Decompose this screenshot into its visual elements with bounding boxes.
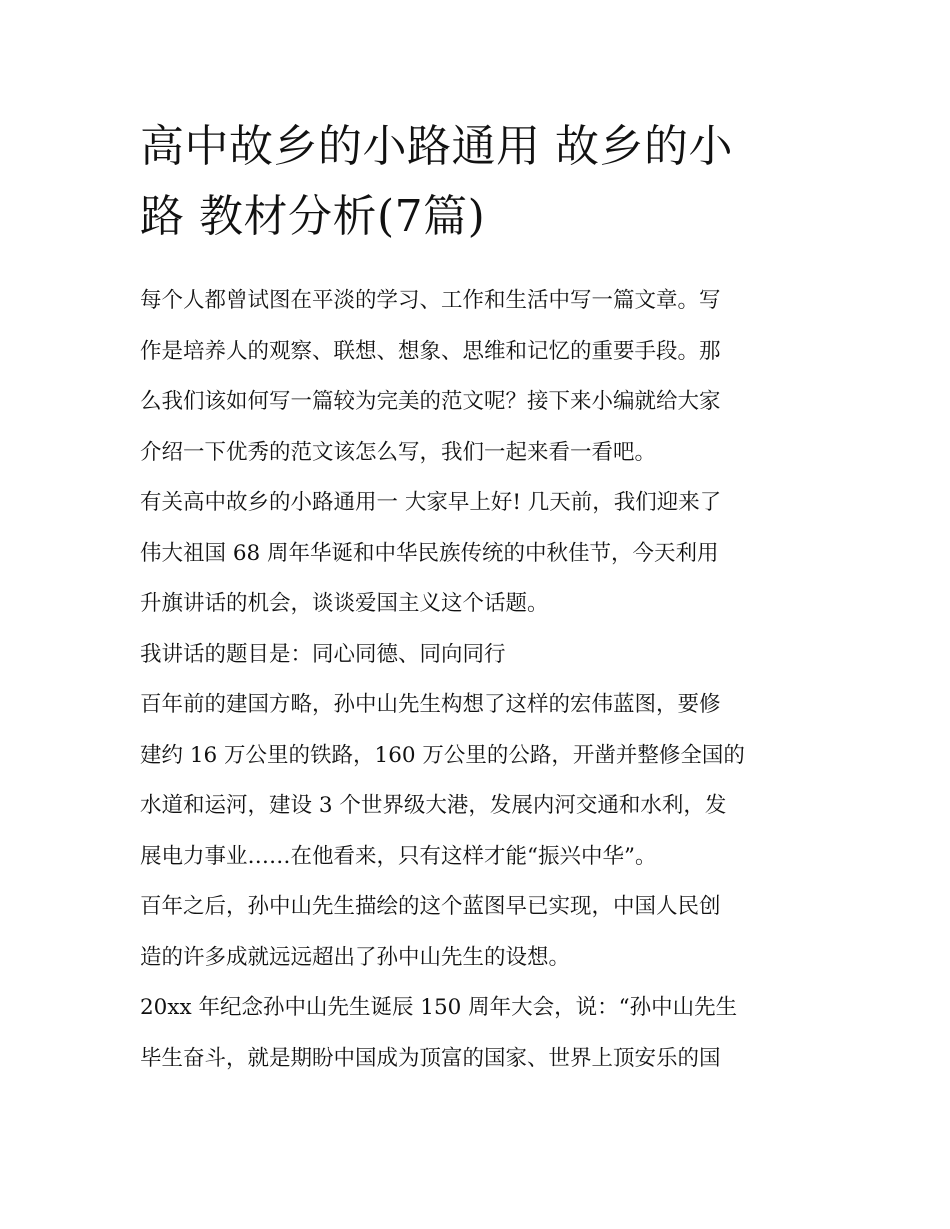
paragraph-intro: 每个人都曾试图在平淡的学习、工作和生活中写一篇文章。写 作是培养人的观察、联想、想象、思维和记忆的重要手段。那 么我们该如何写一篇较为完美的范文呢？接下来小编就给大家 介绍一下优秀的范文该怎么写，我们一起来看一看吧。 xyxy=(140,288,721,465)
paragraph-anniversary: 20xx 年纪念孙中山先生诞辰 150 周年大会，说：“孙中山先生 毕生奋斗，就是期盼中国成为顶富的国家、世界上顶安乐的国 xyxy=(140,995,738,1071)
paragraph-greeting: 有关高中故乡的小路通用一 大家早上好! 几天前，我们迎来了 伟大祖国 68 周年华诞和中华民族传统的中秋佳节，今天利用 升旗讲话的机会，谈谈爱国主义这个话题。 xyxy=(140,490,722,616)
paragraph-blueprint: 百年前的建国方略，孙中山先生构想了这样的宏伟蓝图，要修 建约 16 万公里的铁路，160 万公里的公路，开凿并整修全国的 水道和运河，建设 3 个世界级大港，发展内河交通和水利，发 展电力事业……在他看来，只有这样才能“振兴中华”。 xyxy=(140,692,745,869)
paragraph-achievement: 百年之后，孙中山先生描绘的这个蓝图早已实现，中国人民创 造的许多成就远远超出了孙中山先生的设想。 xyxy=(140,894,721,970)
paragraph-topic: 我讲话的题目是：同心同德、同向同行 xyxy=(140,641,506,667)
document-body xyxy=(140,276,830,1084)
document-title: 高中故乡的小路通用 故乡的小 路 教材分析(7篇) xyxy=(140,121,733,242)
